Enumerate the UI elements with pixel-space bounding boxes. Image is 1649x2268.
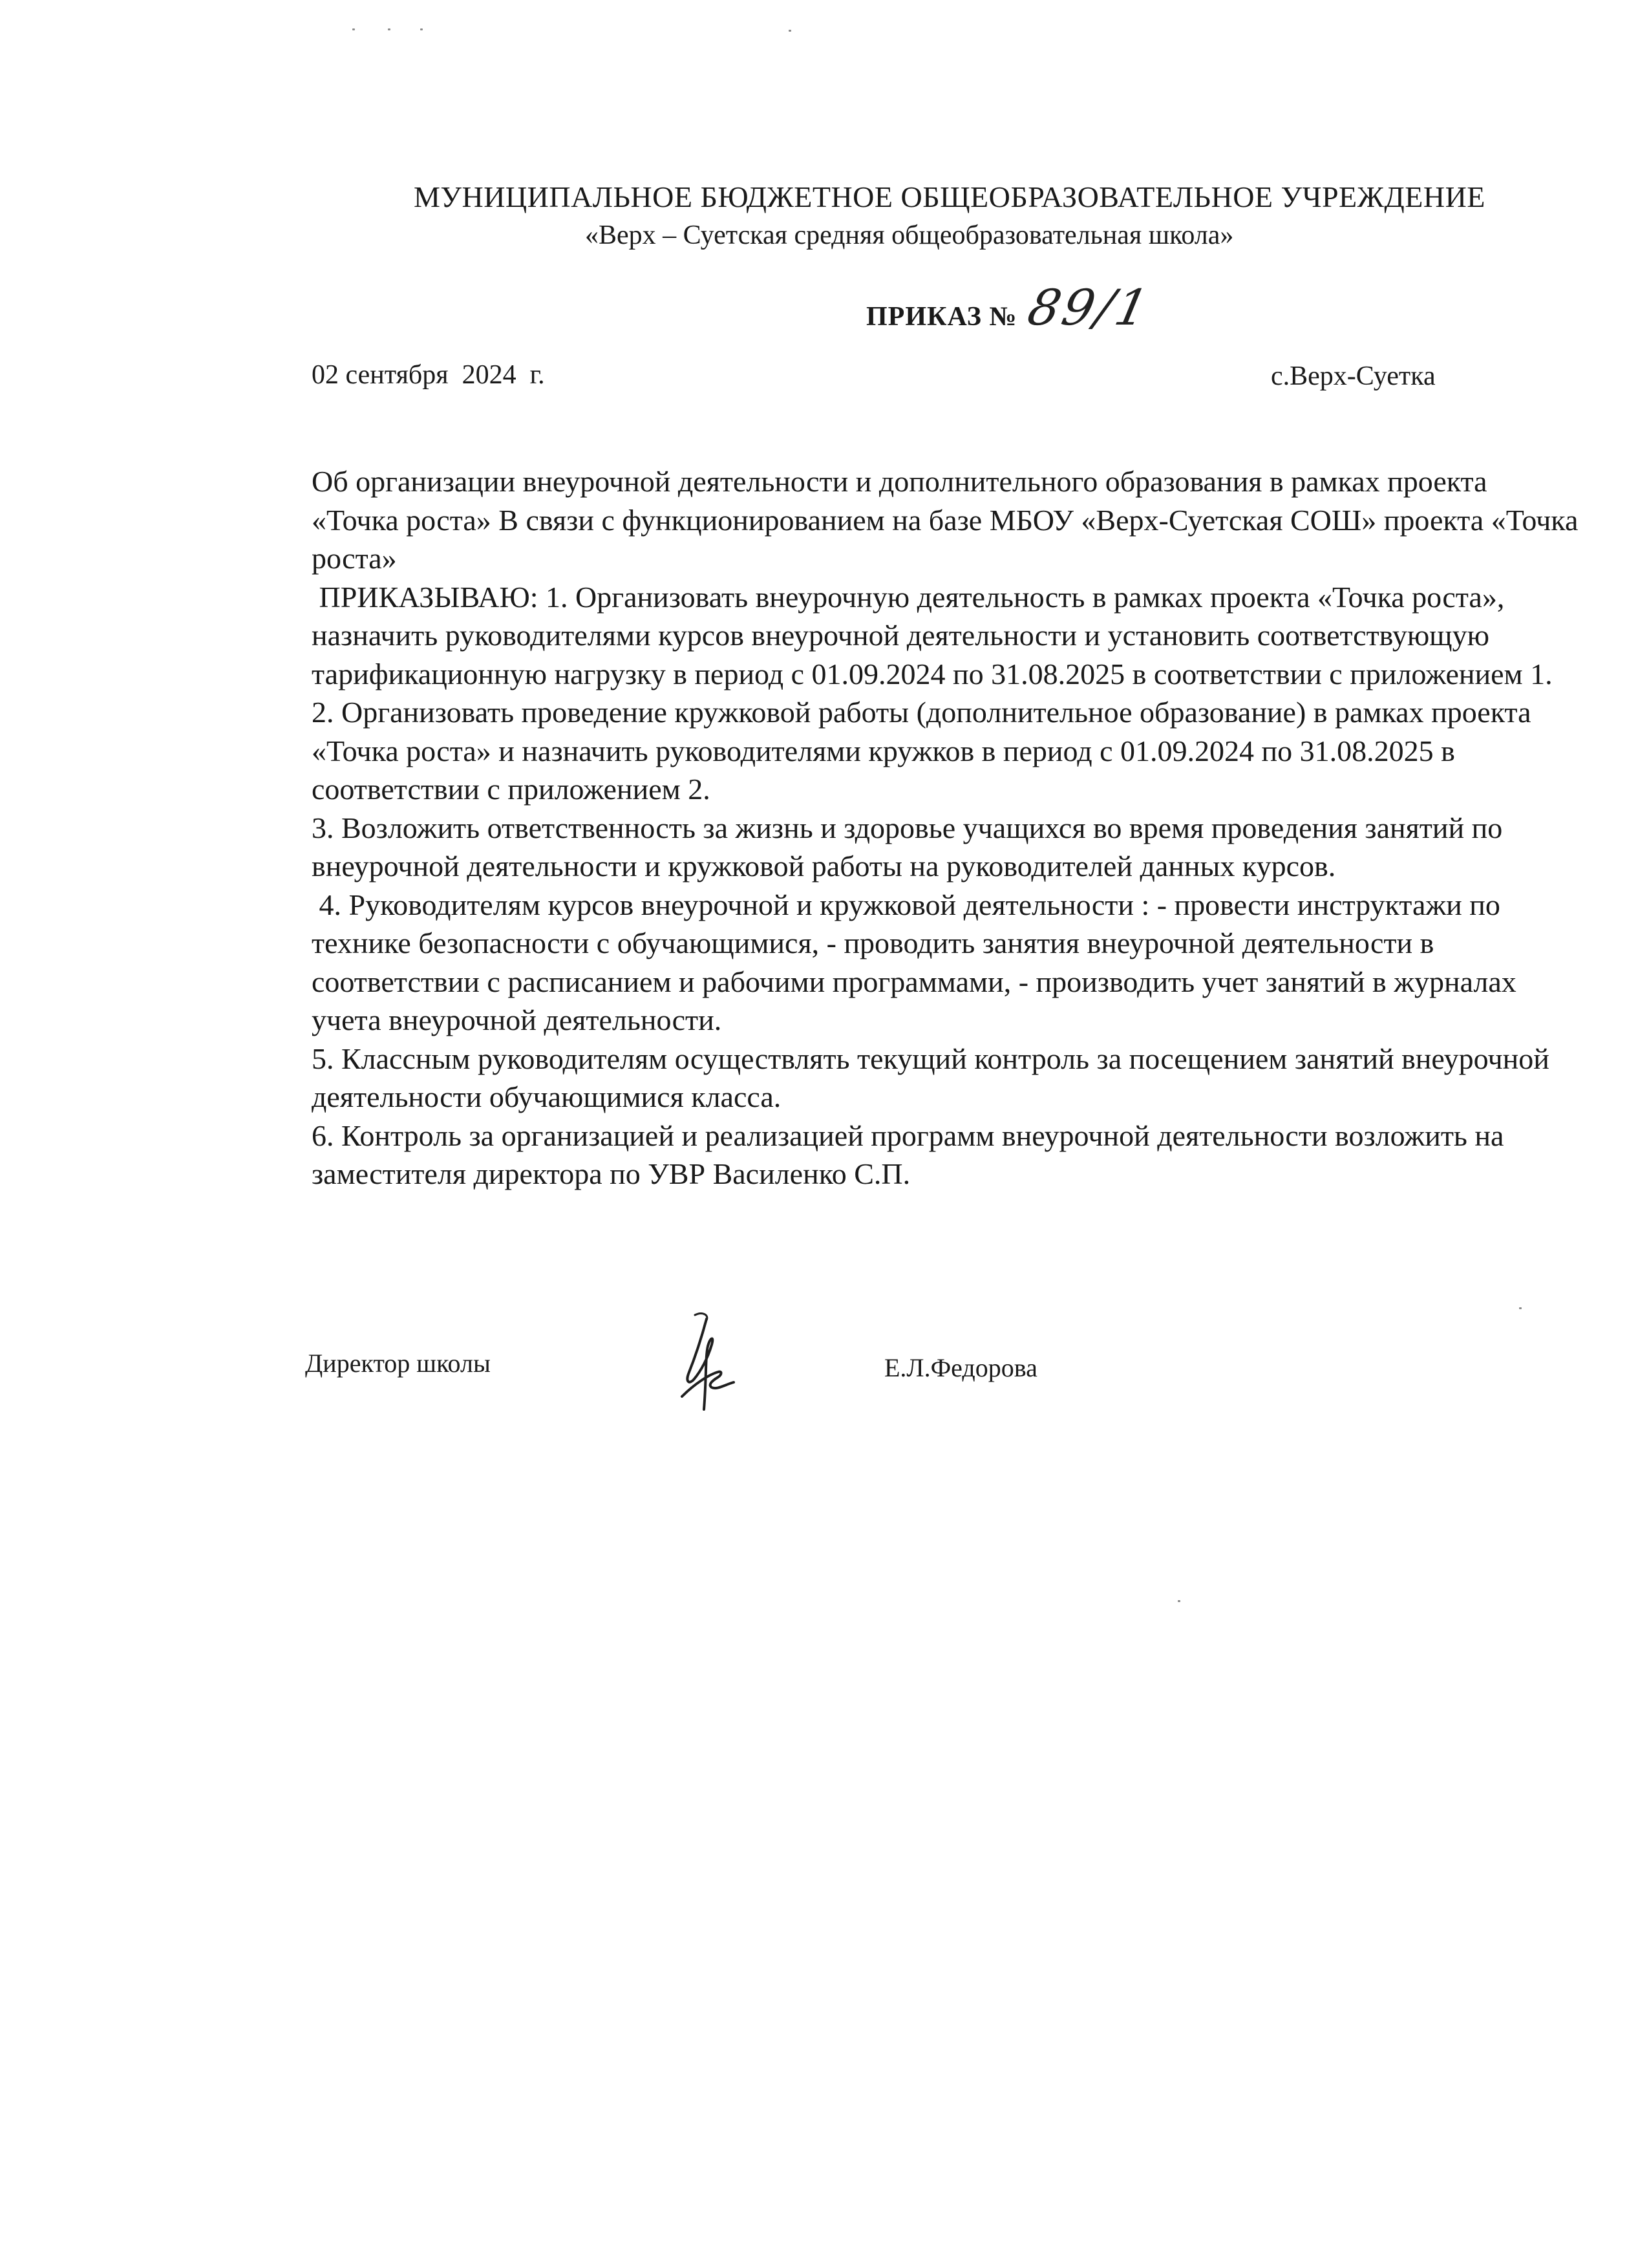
- order-number-handwritten: 89/1: [1023, 279, 1156, 336]
- signatory-role: Директор школы: [305, 1349, 491, 1378]
- paragraph-order-4: 4. Руководителям курсов внеурочной и кружковой деятельности : - провести инструктажи по технике безопасности с обучающимися, - проводить занятия внеурочной деятельности в соответствии с расписанием и рабочими программами, - производить учет занятий в журналах учета внеурочной деятельности.: [312, 888, 1524, 1036]
- paragraph-order-6: 6. Контроль за организацией и реализацией программ внеурочной деятельности возложить на заместителя директора по УВР Василенко С.П.: [312, 1118, 1511, 1190]
- paragraph-order-5: 5. Классным руководителям осуществлять текущий контроль за посещением занятий внеурочной деятельности обучающимися класса.: [312, 1042, 1557, 1113]
- handwritten-signature: [669, 1312, 747, 1416]
- paragraph-order-1: ПРИКАЗЫВАЮ: 1. Организовать внеурочную деятельность в рамках проекта «Точка роста», назначить руководителями курсов внеурочной деятельности и установить соответствующую тарификационную нагрузку в период с 01.09.2024 по 31.08.2025 в соответствии с приложением 1.: [312, 580, 1553, 690]
- paragraph-order-2: 2. Организовать проведение кружковой работы (дополнительное образование) в рамках проекта «Точка роста» и назначить руководителями кружков в период с 01.09.2024 по 31.08.2025 в соответствии с приложением 2.: [312, 696, 1539, 806]
- paragraph-order-3: 3. Возложить ответственность за жизнь и здоровье учащихся во время проведения занятий по внеурочной деятельности и кружковой работы на руководителей данных курсов.: [312, 811, 1510, 883]
- organization-title: МУНИЦИПАЛЬНОЕ БЮДЖЕТНОЕ ОБЩЕОБРАЗОВАТЕЛЬНОЕ УЧРЕЖДЕНИЕ: [414, 180, 1485, 213]
- order-body: [312, 462, 1586, 1193]
- paragraph-intro: Об организации внеурочной деятельности и дополнительного образования в рамках проекта «Точка роста» В связи с функционированием на базе МБОУ «Верх-Суетская СОШ» проекта «Точка роста»: [312, 465, 1586, 575]
- order-heading: [866, 279, 1156, 336]
- signatory-name: Е.Л.Федорова: [884, 1353, 1037, 1382]
- order-date: 02 сентября 2024 г.: [312, 360, 545, 390]
- order-place: с.Верх-Суетка: [1271, 361, 1436, 391]
- order-label: ПРИКАЗ №: [866, 302, 1017, 332]
- school-name: «Верх – Суетская средняя общеобразовательная школа»: [585, 220, 1234, 250]
